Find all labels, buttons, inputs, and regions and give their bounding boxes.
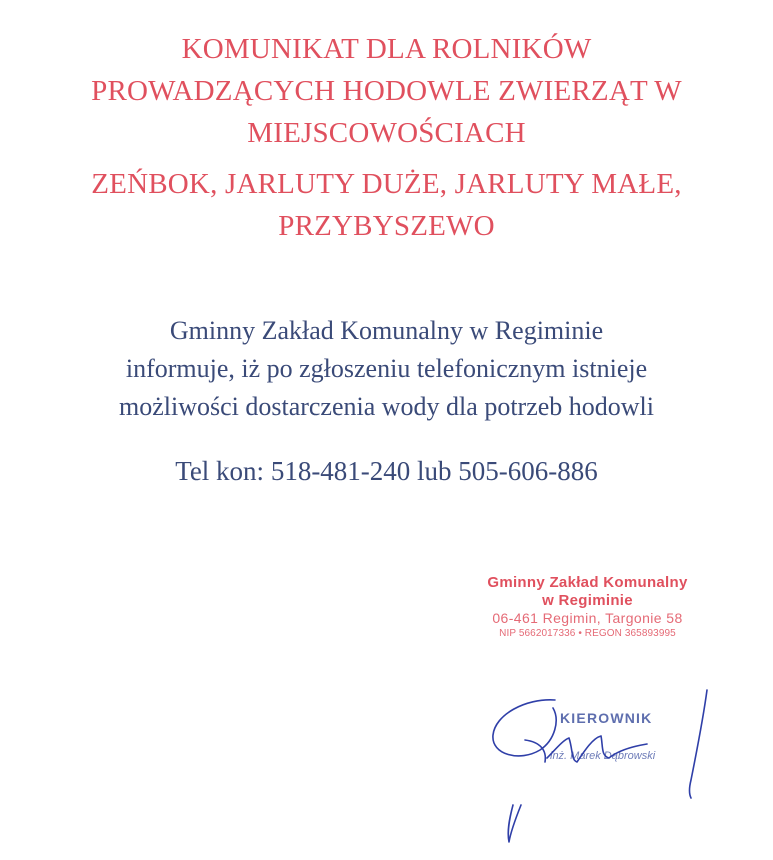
title-line: KOMUNIKAT DLA ROLNIKÓW (181, 33, 592, 65)
phone-contact: Tel kon: 518-481-240 lub 505-606-886 (175, 456, 598, 486)
title-line: MIEJSCOWOŚCIACH (247, 117, 526, 149)
stamp-ids: NIP 5662017336 • REGON 365893995 (499, 628, 676, 639)
company-stamp (460, 574, 715, 641)
body-line: informuje, iż po zgłoszeniu telefonicznym istnieje (125, 354, 648, 383)
body-line: Gminny Zakład Komunalny w Regiminie (169, 316, 604, 345)
stamp-address: 06-461 Regimin, Targonie 58 (492, 610, 683, 626)
announcement-body (0, 312, 773, 426)
signature-stroke (508, 805, 521, 842)
places-line: PRZYBYSZEWO (278, 210, 495, 242)
manager-title: KIEROWNIK (560, 710, 653, 726)
title-line: PROWADZĄCYCH HODOWLE ZWIERZĄT W (91, 75, 682, 107)
signature-stroke (547, 736, 647, 762)
handwritten-signature (485, 680, 725, 860)
body-line: możliwości dostarczenia wody dla potrzeb hodowli (118, 392, 655, 421)
signature-stroke (525, 740, 545, 762)
signature-stroke (493, 700, 556, 756)
stamp-name-line: Gminny Zakład Komunalny (487, 574, 688, 591)
stamp-name-line: w Regiminie (542, 592, 633, 609)
manager-name: inż. Marek Dąbrowski (550, 750, 656, 762)
places-heading (0, 163, 773, 247)
signature-stroke (690, 690, 708, 798)
announcement-title (0, 28, 773, 154)
places-line: ZEŃBOK, JARLUTY DUŻE, JARLUTY MAŁE, (91, 168, 682, 200)
